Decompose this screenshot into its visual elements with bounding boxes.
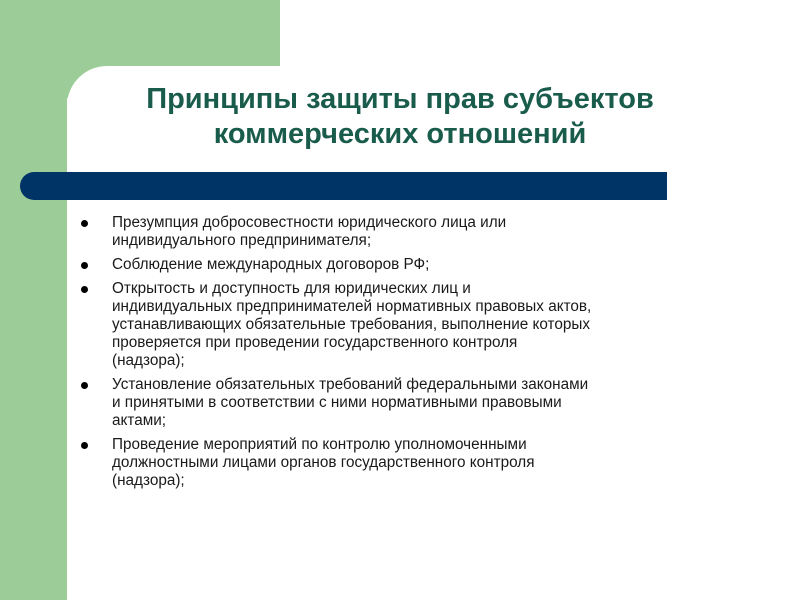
slide-title: Принципы защиты прав субъектов коммерческих отношений [146, 83, 654, 150]
list-item-text: Установление обязательных требований федеральными законами и принятыми в соответствии с ними нормативными правовыми актами; [112, 376, 589, 429]
bullet-list [78, 214, 748, 496]
bullet-icon [81, 286, 88, 293]
bullet-icon [81, 382, 88, 389]
list-item-text: Открытость и доступность для юридических лиц и индивидуальных предпринимателей нормативных правовых актов, устанавливающих обязательные требования, выполнение которых проверяется при проведении государственного контроля (надзора); [112, 280, 592, 369]
decorative-green-strip-left [0, 0, 67, 600]
list-item-text: Презумпция добросовестности юридического лица или индивидуального предпринимателя; [112, 214, 507, 249]
list-item-text: Соблюдение международных договоров РФ; [112, 256, 430, 273]
bullet-icon [81, 262, 88, 269]
title-underline-bar [20, 172, 667, 200]
bullet-icon [81, 220, 88, 227]
list-item [78, 256, 748, 274]
list-item [78, 436, 748, 490]
list-item [78, 376, 748, 430]
list-item-text: Проведение мероприятий по контролю уполномоченными должностными лицами органов государственного контроля (надзора); [112, 436, 535, 489]
bullet-icon [81, 442, 88, 449]
list-item [78, 214, 748, 250]
list-item [78, 280, 748, 370]
